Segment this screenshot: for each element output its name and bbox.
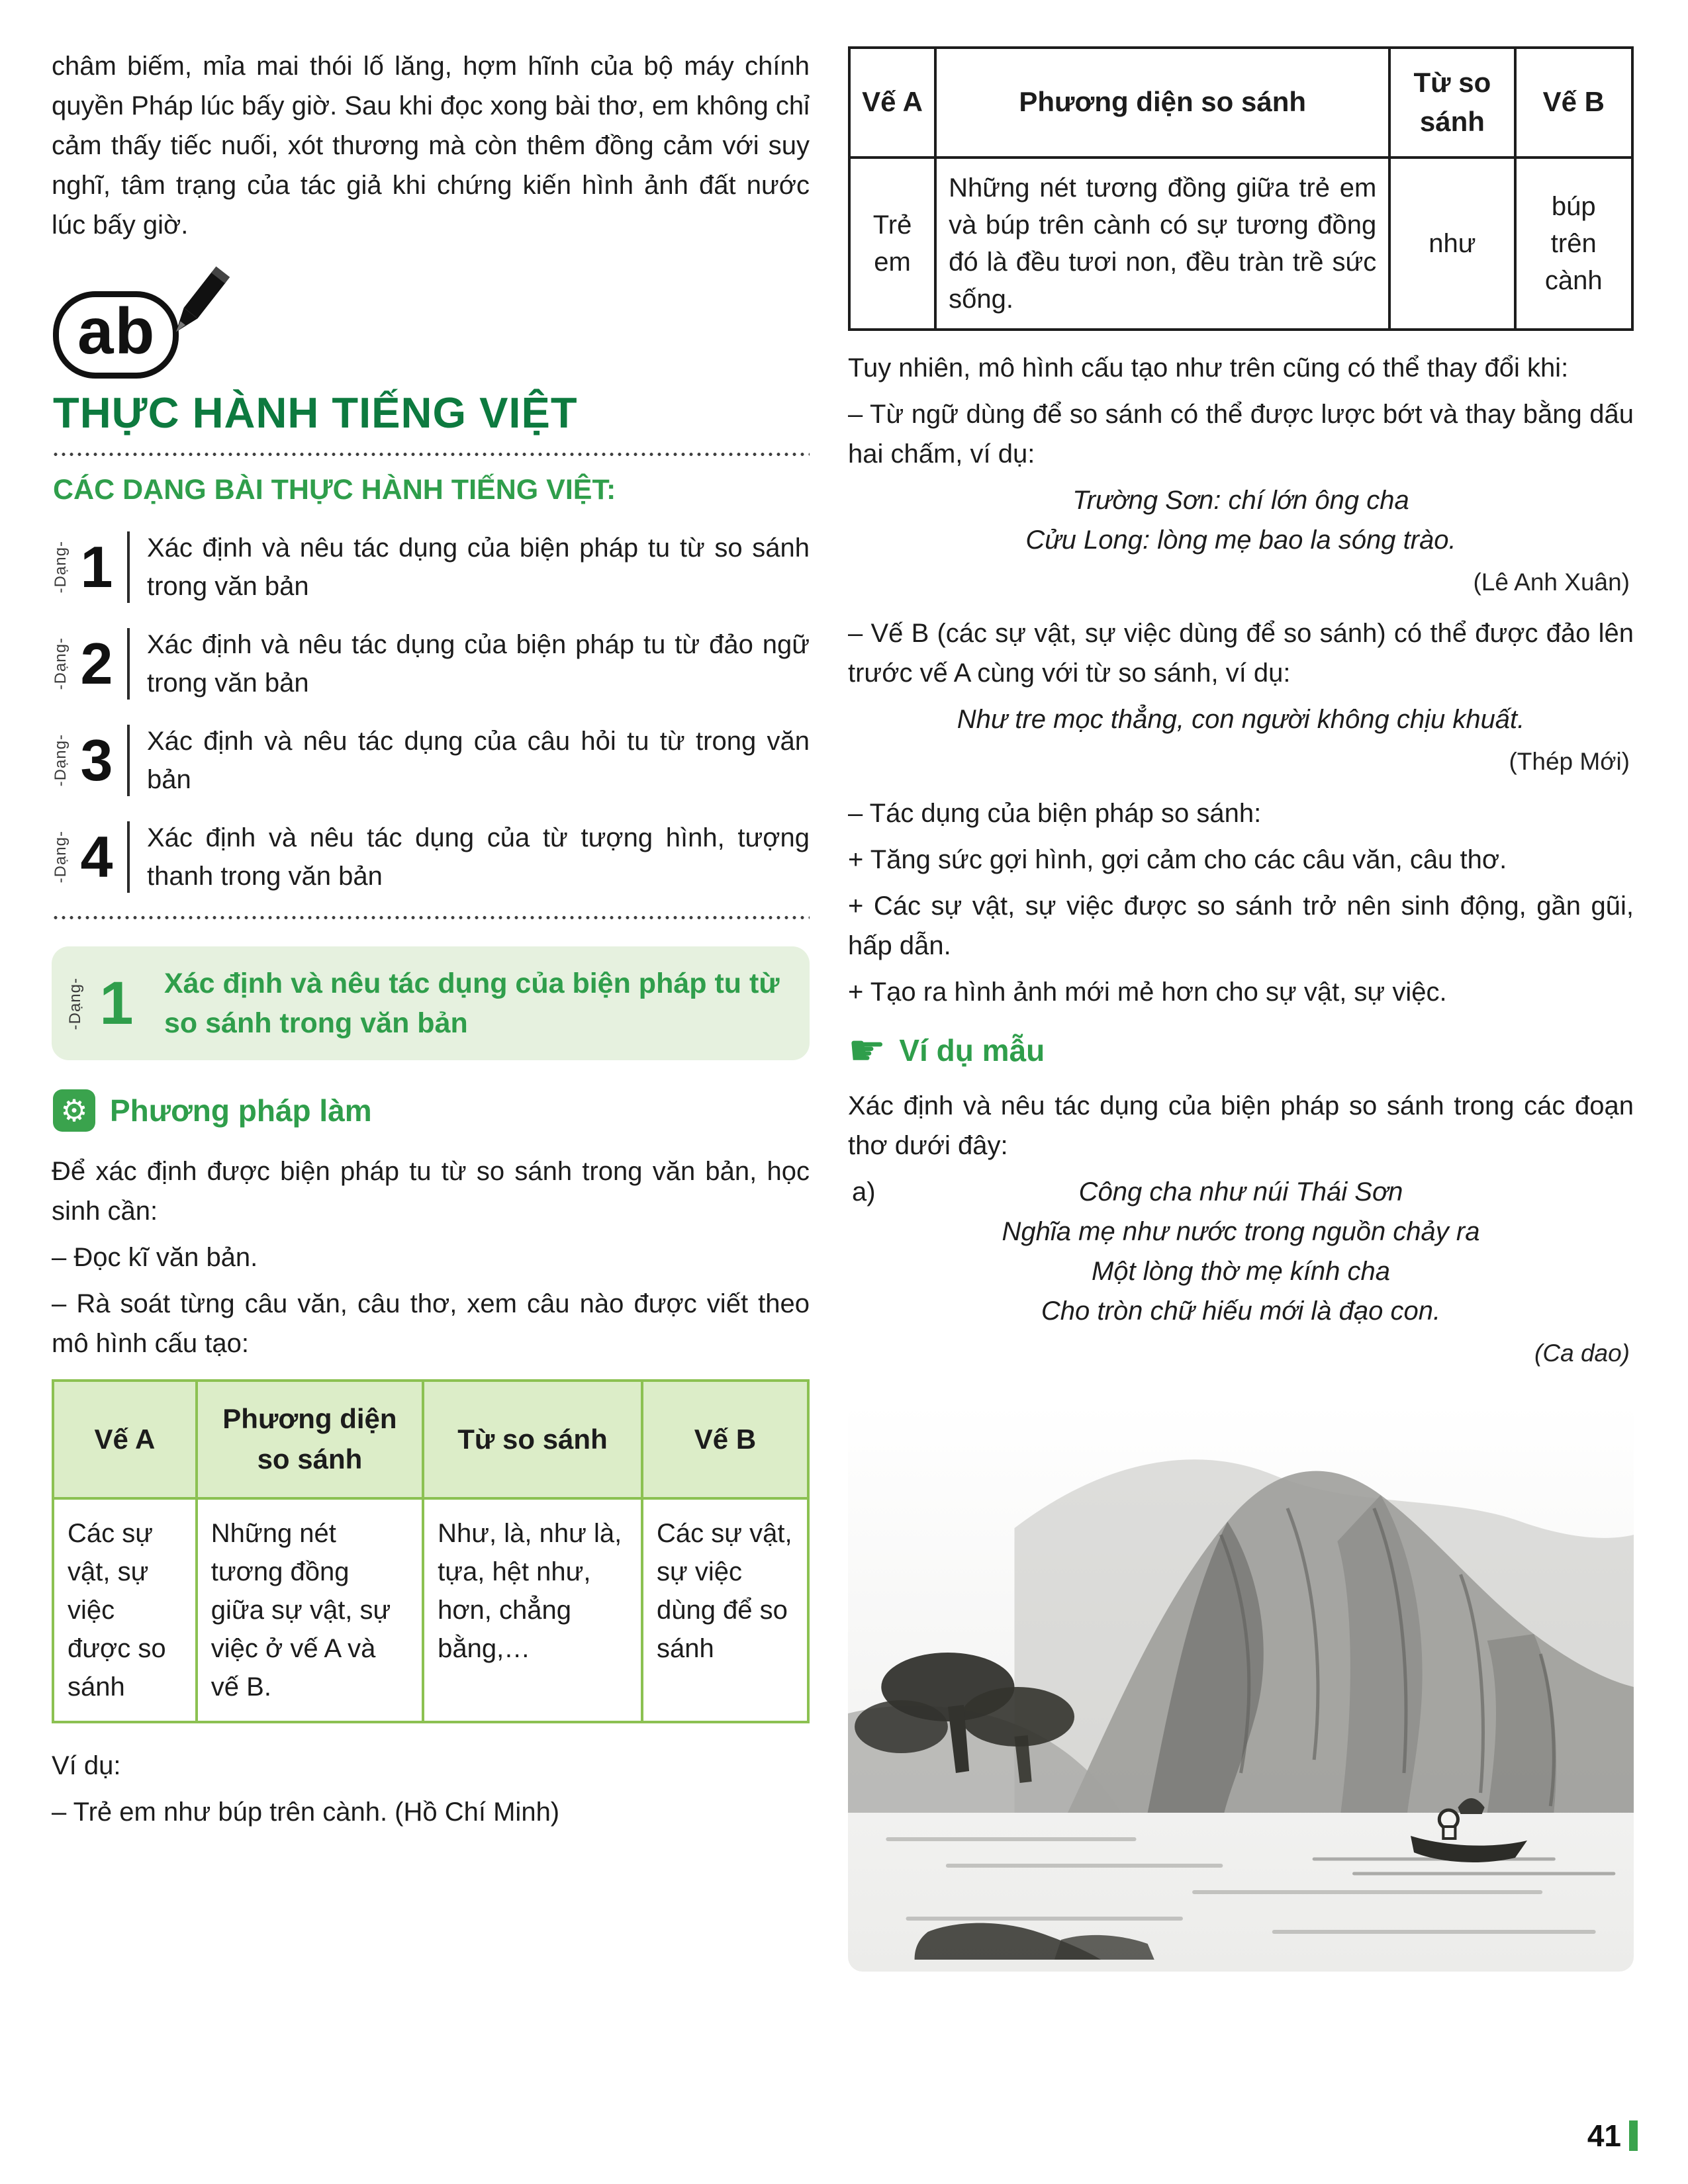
table-cell: như [1389,158,1515,330]
quote-line: Trường Sơn: chí lớn ông cha [1072,485,1409,515]
table-header-cell: Vế A [849,48,935,158]
dang-rotated-label: -Dạng- [52,831,70,884]
subsection-title: CÁC DẠNG BÀI THỰC HÀNH TIẾNG VIỆT: [53,474,616,506]
sample-example-heading [848,1026,1634,1075]
table-header-row [53,1381,808,1498]
vertical-rule [127,531,130,603]
poem-item-label: a) [852,1177,876,1207]
effect-line: + Tăng sức gợi hình, gợi cảm cho các câu văn, câu thơ. [848,845,1507,875]
dotted-divider [52,452,810,457]
note-intro: Tuy nhiên, mô hình cấu tạo như trên cũng có thể thay đổi khi: [848,353,1569,383]
table-cell: Những nét tương đồng giữa trẻ em và búp trên cành có sự tương đồng đó là đều tươi non, đều tràn trề sức sống. [935,158,1389,330]
pencil-icon [156,265,236,348]
ink-painting [848,1402,1634,1972]
table-header-row [849,48,1632,158]
vertical-rule [127,821,130,893]
two-column-layout [52,46,1634,1972]
dang-text: Xác định và nêu tác dụng của câu hỏi tu từ trong văn bản [147,727,810,794]
dang-box-number: 1 [99,969,134,1037]
right-column [848,46,1634,1972]
comparison-structure-table [52,1379,810,1723]
method-heading [53,1089,810,1132]
dang-text: Xác định và nêu tác dụng của biện pháp tu từ đảo ngữ trong văn bản [147,630,810,698]
dang-item-1 [52,529,810,606]
table-header-cell: Từ so sánh [423,1381,642,1498]
dang-item-2 [52,625,810,702]
page-number-value: 41 [1587,2118,1621,2153]
dang-text: Xác định và nêu tác dụng của biện pháp tu từ so sánh trong văn bản [147,533,810,601]
dang-item-4 [52,819,810,895]
effect-line: + Các sự vật, sự việc được so sánh trở nên sinh động, gần gũi, hấp dẫn. [848,891,1634,961]
table-cell: Như, là, như là, tựa, hệt như, hơn, chẳng bằng,… [423,1498,642,1722]
method-label: Phương pháp làm [110,1093,372,1128]
sample-example-intro: Xác định và nêu tác dụng của biện pháp so sánh trong các đoạn thơ dưới đây: [848,1091,1634,1161]
poem-line-text: Công cha như núi Thái Sơn [1078,1177,1403,1207]
method-intro: Để xác định được biện pháp tu từ so sánh trong văn bản, học sinh cần: [52,1157,810,1226]
table-header-cell: Vế B [1515,48,1632,158]
dang-rotated-label: -Dạng- [52,637,70,690]
poem-line [848,1172,1634,1212]
table-header-cell: Vế A [53,1381,197,1498]
section-title: THỰC HÀNH TIẾNG VIỆT [53,388,578,437]
dang-item-3 [52,722,810,799]
left-column [52,46,810,1972]
table-cell: Trẻ em [849,158,935,330]
quote-line: Cửu Long: lòng mẹ bao la sóng trào. [1025,525,1456,555]
method-bullet-1: – Đọc kĩ văn bản. [52,1243,258,1273]
poem-author: (Ca dao) [1534,1340,1630,1367]
dang-rotated-label: -Dạng- [66,977,84,1030]
example-analysis-table [848,46,1634,331]
dotted-divider [52,915,810,920]
dang-box-title: Xác định và nêu tác dụng của biện pháp tu từ so sánh trong văn bản [164,968,780,1040]
table-row [849,158,1632,330]
dang-number: 4 [80,824,113,890]
ab-pencil-logo [53,279,810,379]
dang-text: Xác định và nêu tác dụng của từ tượng hình, tượng thanh trong văn bản [147,823,810,891]
dang-number: 3 [80,727,113,794]
table-cell: Các sự vật, sự việc được so sánh [53,1498,197,1722]
method-bullet-2: – Rà soát từng câu văn, câu thơ, xem câu nào được viết theo mô hình cấu tạo: [52,1289,810,1359]
quote-author: (Lê Anh Xuân) [1473,568,1630,596]
table-cell: Các sự vật, sự việc dùng để so sánh [642,1498,808,1722]
sample-example-label: Ví dụ mẫu [899,1033,1045,1068]
poem-line: Một lòng thờ mẹ kính cha [1091,1257,1391,1287]
poem-line: Cho tròn chữ hiếu mới là đạo con. [1041,1297,1441,1326]
dang-number: 1 [80,534,113,600]
dang-rotated-label: -Dạng- [52,734,70,787]
note-bullet-1: – Từ ngữ dùng để so sánh có thể được lược bớt và thay bằng dấu hai chấm, ví dụ: [848,399,1634,469]
table-row [53,1498,808,1722]
page-number [1587,2118,1638,2154]
intro-paragraph: châm biếm, mỉa mai thói lố lăng, hợm hĩnh của bộ máy chính quyền Pháp lúc bấy giờ. Sau khi đọc xong bài thơ, em không chỉ cảm thấy tiếc nuối, xót thương mà còn thêm đồng cảm với suy nghĩ, tâm trạng của tác giả khi chứng kiến hình ảnh đất nước lúc bấy giờ. [52,52,810,240]
note-bullet-3: – Tác dụng của biện pháp so sánh: [848,799,1262,829]
pointing-hand-icon: ☛ [848,1026,886,1075]
table-header-cell: Vế B [642,1381,808,1498]
example-label: Ví dụ: [52,1751,121,1781]
page-number-accent-bar [1629,2120,1638,2151]
table-header-cell: Phương diện so sánh [935,48,1389,158]
poem-block [848,1172,1634,1371]
table-header-cell: Phương diện so sánh [197,1381,423,1498]
dang-number: 2 [80,631,113,697]
table-cell: Những nét tương đồng giữa sự vật, sự việc ở vế A và vế B. [197,1498,423,1722]
quote-author: (Thép Mới) [1509,748,1630,776]
dang-rotated-label: -Dạng- [52,541,70,594]
gear-icon: ⚙ [53,1089,95,1132]
vertical-rule [127,628,130,700]
poem-line: Nghĩa mẹ như nước trong nguồn chảy ra [1002,1217,1480,1247]
vertical-rule [127,725,130,796]
example-line: – Trẻ em như búp trên cành. (Hồ Chí Minh) [52,1797,560,1827]
dang1-highlight-box [52,946,810,1060]
table-cell: búp trên cành [1515,158,1632,330]
note-bullet-2: – Vế B (các sự vật, sự việc dùng để so sánh) có thể được đảo lên trước vế A cùng với từ so sánh, ví dụ: [848,619,1634,688]
table-header-cell: Từ so sánh [1389,48,1515,158]
logo-ab-text: ab [53,291,179,379]
effect-line: + Tạo ra hình ảnh mới mẻ hơn cho sự vật, sự việc. [848,978,1447,1007]
quote-line: Như tre mọc thẳng, con người không chịu khuất. [957,705,1525,735]
